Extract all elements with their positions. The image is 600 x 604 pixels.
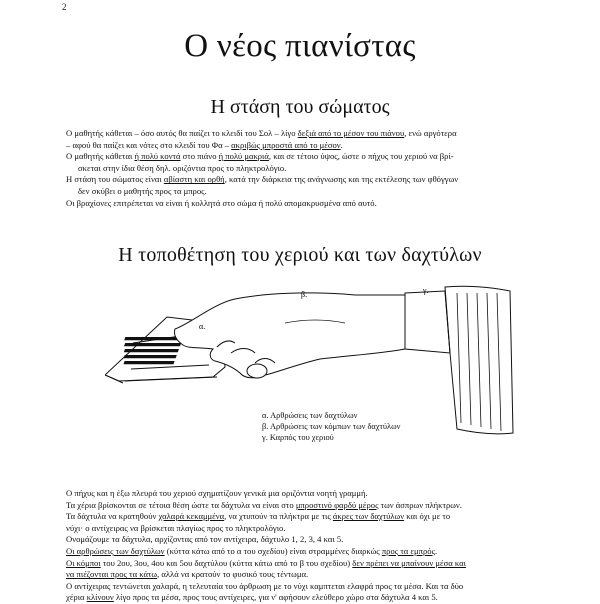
text-run: σκεται στην ίδια θέση δηλ. οριζόντια προς το πληκτρολόγιο. [78, 162, 287, 173]
underlined-phrase: κλίνουν [86, 592, 114, 603]
text-run: , ενώ αργότερα [404, 128, 457, 138]
text-run: των άσπρων πλήκτρων. [378, 499, 462, 510]
text-run: Η στάση του σώματος είναι [66, 174, 164, 185]
underlined-phrase: ή πολύ κοντά [134, 151, 181, 162]
text-run: Ο μαθητής κάθεται [66, 151, 135, 162]
underlined-phrase: προς τα εμπρός [381, 545, 435, 556]
section-heading-posture: Η στάση του σώματος [210, 96, 390, 118]
text-run: . [434, 545, 438, 556]
text-run: Ο πήχυς και η έξω πλευρά του χεριού σχηματίζουν γενικά μια οριζόντια νοητή γραμμή. [66, 488, 368, 498]
figure-legend [262, 410, 400, 443]
text-line [66, 534, 552, 546]
text-line [66, 546, 552, 558]
text-run: Τα χέρια βρίσκονται σε τέτοια θέση ώστε τα δάχτυλα να είναι στο [66, 499, 296, 510]
text-run: . [340, 139, 343, 150]
text-line [66, 174, 552, 186]
underlined-phrase: άκρες των δαχτύλων [332, 511, 405, 522]
text-run: Ο αντίχειρας τεντώνεται χαλαρά, η τελευταία του άρθρωση με το νύχι καμπτεται ελαφρά προς τα μέσα. Και τα δύο [66, 580, 464, 591]
underlined-phrase: μπροστινό φαρδύ μέρος [295, 499, 379, 510]
text-line [66, 523, 552, 535]
text-line [66, 569, 552, 581]
underlined-phrase: να πιέζονται προς τα κάτω [66, 569, 158, 580]
legend-item-c: γ. Καρπός του χεριού [262, 433, 334, 442]
underlined-phrase: δεξιά από το μέσον του πιάνου [297, 128, 405, 138]
text-run: , αλλά να κρατούν το φυσικό τους τέντωμα. [157, 569, 309, 580]
text-run: – αφού θα παίζει και νότες στο κλειδί του Φα – [66, 139, 232, 150]
text-run: Οι βραχίονες επιτρέπεται να είναι ή κολλητά στο σώμα ή πολύ απομακρυσμένα από αυτό. [66, 197, 377, 208]
figure-label-a: α. [199, 322, 206, 331]
page-number: 2 [62, 2, 67, 12]
text-run: , κατά την διάρκεια της ανάγνωσης και της εκτέλεσης των φθόγγων [224, 174, 459, 185]
text-line [66, 151, 552, 163]
section-heading-hand-placement: Η τοποθέτηση του χεριού και των δαχτύλων [118, 244, 482, 266]
hand-placement-paragraph [66, 488, 552, 604]
text-line [66, 186, 552, 198]
text-run: και όχι με το [404, 511, 451, 522]
underlined-phrase: Οι κόμποι [66, 557, 101, 568]
text-line [66, 140, 552, 152]
legend-item-a: α. Αρθρώσεις των δαχτύλων [262, 411, 358, 420]
text-run: νύχι· ο αντίχειρας να βρίσκεται πλαγίως προς το πληκτρολόγιο. [66, 522, 286, 533]
text-line [66, 511, 552, 523]
text-line [66, 198, 552, 210]
text-line [66, 128, 552, 140]
text-run: του 2ου, 3ου, 4ου και 5ου δαχτύλου (κύττα κάτω από το β του σχεδίου) [100, 557, 353, 568]
figure-label-b: β. [301, 290, 308, 299]
text-run: στο πιάνο [180, 151, 219, 162]
text-line [66, 581, 552, 593]
posture-paragraph [66, 128, 552, 209]
text-run: (κύττα κάτω από το α του σχεδίου) είναι στραμμένες διαρκώς [164, 545, 382, 556]
text-line [66, 558, 552, 570]
underlined-phrase: ή πολύ μακριά [218, 151, 269, 162]
sleeve-drawing [405, 286, 513, 434]
underlined-phrase: Οι αρθρώσεις των δαχτύλων [66, 545, 165, 556]
text-run: λίγο προς τα μέσα, προς τους αντίχειρες, για ν' αφήσουν ελεύθερο χώρο στα δάχτυλα 4 και 5. [113, 592, 438, 603]
underlined-phrase: χαλαρά κεκαμμένα [158, 511, 225, 522]
underlined-phrase: δεν πρέπει να μπαίνουν μέσα και [352, 557, 466, 568]
text-run: , να χτυπούν τα πλήκτρα με τις [224, 511, 333, 522]
underlined-phrase: ακριβώς μπροστά από το μέσον [231, 139, 341, 150]
text-run: χέρια [66, 592, 87, 603]
text-run: , και σε τέτοιο ύψος, ώστε ο πήχυς του χεριού να βρί- [268, 151, 454, 162]
text-line [66, 488, 552, 500]
text-line [66, 592, 552, 604]
legend-item-b: β. Αρθρώσεις των κόμπων των δαχτύλων [262, 422, 401, 431]
page-title: Ο νέος πιανίστας [184, 28, 416, 64]
text-run: δεν σκύβει ο μαθητής προς τα μπρος. [78, 185, 207, 196]
figure-label-c: γ. [423, 286, 429, 295]
underlined-phrase: αβίαστη και ορθή [163, 174, 225, 185]
text-run: Τα δάχτυλα να κρατηθούν [66, 511, 159, 522]
text-line [66, 500, 552, 512]
text-run: Ονομάζουμε τα δάχτυλα, αρχίζοντας από τον αντίχειρα, δάχτυλο 1, 2, 3, 4 και 5. [66, 534, 344, 545]
text-line [66, 163, 552, 175]
text-run: Ο μαθητής κάθεται – όσο αυτός θα παίζει το κλειδί του Σολ – λίγο [66, 128, 298, 138]
